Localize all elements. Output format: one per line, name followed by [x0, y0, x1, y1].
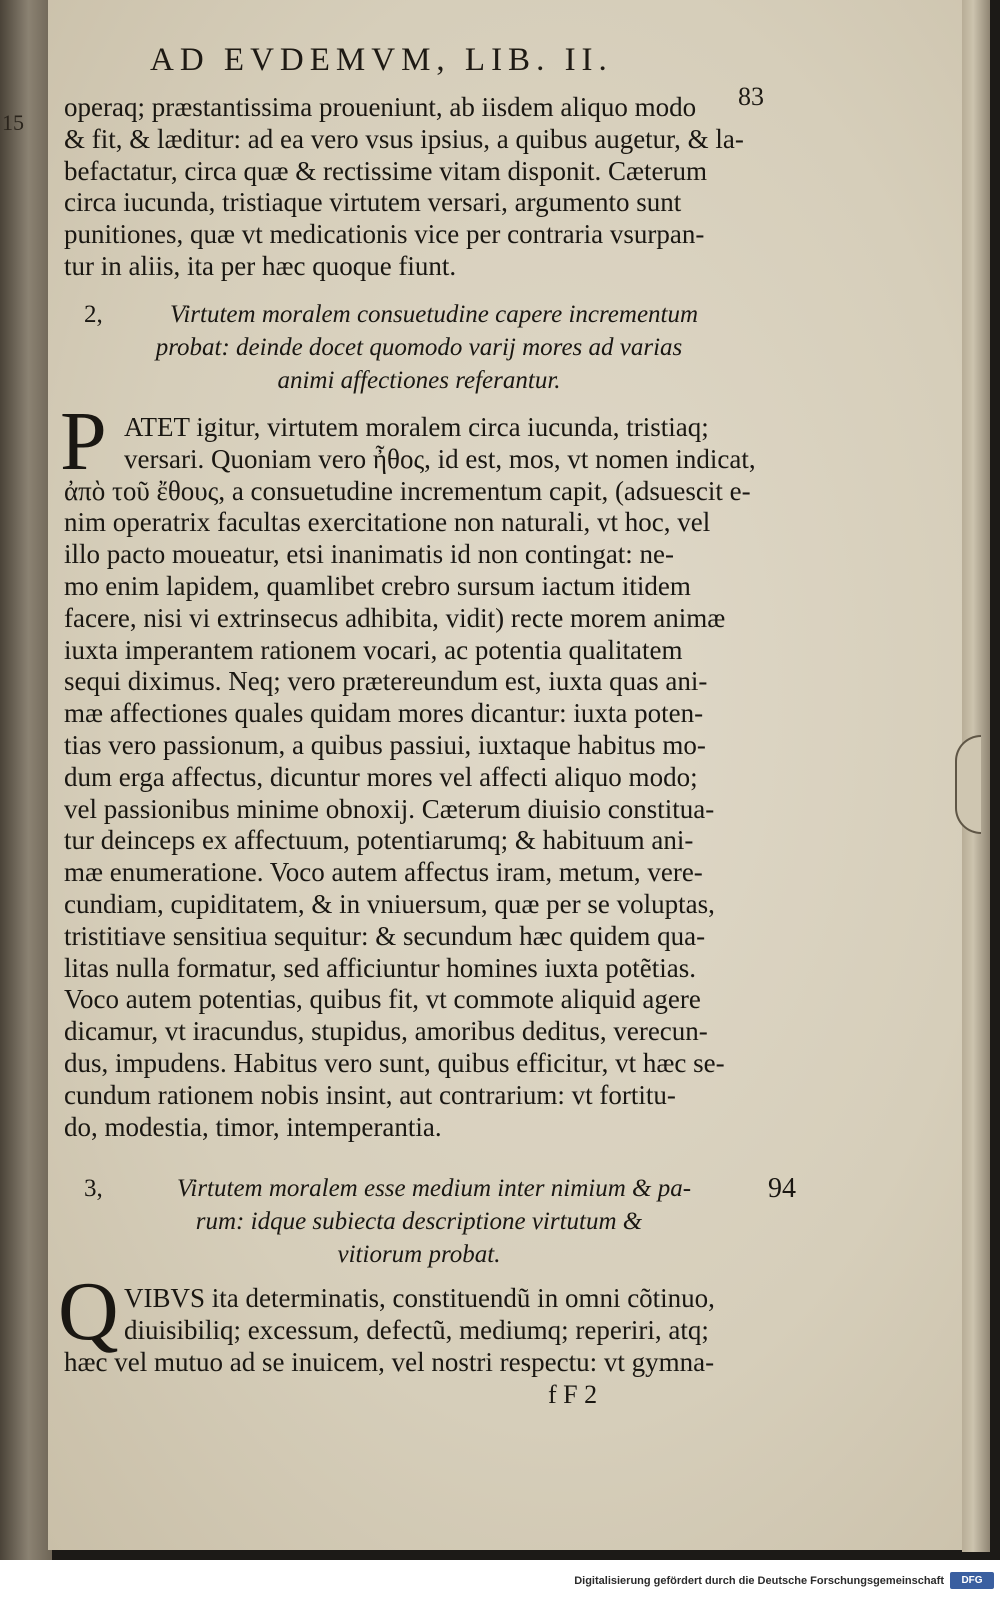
caption-line: vitiorum probat.: [337, 1241, 501, 1268]
text-line: iuxta imperantem rationem vocari, ac potentia qualitatem: [64, 634, 683, 665]
page-clip: [955, 735, 981, 834]
paragraph-2: [64, 412, 764, 1143]
text-line: & fit, & læditur: ad ea vero vsus ipsius, a quibus augetur, & la-: [64, 123, 744, 154]
text-line: dus, impudens. Habitus vero sunt, quibus efficitur, vt hæc se-: [64, 1047, 725, 1078]
text-line: tias vero passionum, a quibus passiui, iuxtaque habitus mo-: [64, 729, 706, 760]
text-line: vel passionibus minime obnoxij. Cæterum diuisio constitua-: [64, 793, 715, 824]
text-line: mæ enumeratione. Voco autem affectus iram, metum, vere-: [64, 857, 703, 888]
drop-capital: Q: [58, 1265, 119, 1358]
text-line: tur in aliis, ita per hæc quoque fiunt.: [64, 250, 457, 281]
text-line: cundiam, cupiditatem, & in vniuersum, quæ per se voluptas,: [64, 888, 715, 919]
caption-line: Virtutem moralem esse medium inter nimium & pa-: [176, 1175, 692, 1202]
text-line: facere, nisi vi extrinsecus adhibita, vidit) recte morem animæ: [64, 602, 726, 633]
text-line: illo pacto moueatur, etsi inanimatis id non contingat: ne-: [64, 539, 675, 570]
drop-capital: P: [60, 395, 107, 488]
section-number: 3,: [84, 1175, 103, 1202]
funding-credit: Digitalisierung gefördert durch die Deutsche Forschungsgemeinschaft: [574, 1575, 944, 1587]
caption-line: animi affectiones referantur.: [277, 367, 561, 394]
text-line: diuisibiliq; excessum, defectũ, mediumq; reperiri, atq;: [124, 1314, 709, 1345]
dfg-logo: DFG: [950, 1572, 994, 1589]
text-line: nim operatrix facultas exercitatione non naturali, vt hoc, vel: [64, 507, 711, 538]
section-number: 2,: [84, 301, 103, 328]
caption-line: rum: idque subiecta descriptione virtutum &: [195, 1208, 643, 1235]
text-line: operaq; præstantissima proueniunt, ab iisdem aliquo modo: [64, 92, 697, 122]
text-line: circa iucunda, tristiaque virtutem versari, argumento sunt: [64, 187, 682, 218]
text-line: ATET igitur, virtutem moralem circa iucunda, tristiaq;: [124, 412, 709, 442]
paragraph-3: [64, 1283, 764, 1378]
text-line: tur deinceps ex affectuum, potentiarumq; & habituum ani-: [64, 825, 694, 856]
text-line: cundum rationem nobis insint, aut contrarium: vt fortitu-: [64, 1079, 676, 1110]
signature-mark: f F 2: [548, 1380, 598, 1409]
text-line: dum erga affectus, dicuntur mores vel affecti aliquo modo;: [64, 761, 698, 792]
text-line: hæc vel mutuo ad se inuicem, vel nostri respectu: vt gymna-: [64, 1346, 715, 1377]
running-head: AD EVDEMVM, LIB. II.: [150, 42, 613, 78]
section-caption-2: [84, 298, 754, 397]
text-line: Voco autem potentias, quibus fit, vt commote aliquid agere: [64, 984, 701, 1015]
text-line: mo enim lapidem, quamlibet crebro sursum iactum itidem: [64, 570, 691, 601]
text-line: litas nulla formatur, sed afficiuntur homines iuxta potẽtias.: [64, 952, 697, 983]
text-line: tristitiave sensitiua sequitur: & secundum hæc quidem qua-: [64, 920, 706, 951]
caption-line: Virtutem moralem consuetudine capere incrementum: [169, 301, 699, 328]
text-line: befactatur, circa quæ & rectissime vitam disponit. Cæterum: [64, 155, 708, 186]
section-caption-3: [84, 1172, 754, 1271]
text-line: dicamur, vt iracundus, stupidus, amoribus deditus, verecun-: [64, 1016, 708, 1047]
text-line: sequi diximus. Neq; vero prætereundum est, iuxta quas ani-: [64, 666, 708, 697]
folio-number: 83: [738, 82, 764, 111]
paragraph-1: [64, 92, 764, 283]
text-line: do, modestia, timor, intemperantia.: [64, 1111, 442, 1142]
text-line: mæ affectiones quales quidam mores dicantur: iuxta poten-: [64, 698, 704, 729]
text-line: punitiones, quæ vt medicationis vice per contraria vsurpan-: [64, 219, 705, 250]
text-line: ἀπὸ τοῦ ἔθους, a consuetudine incrementum capit, (adsuescit e-: [64, 475, 751, 506]
facing-page-edge: [0, 0, 52, 1560]
marginal-number: 94: [768, 1173, 796, 1204]
caption-line: probat: deinde docet quomodo varij mores ad varias: [155, 334, 683, 361]
facing-page-number: 15: [2, 110, 24, 135]
text-line: versari. Quoniam vero ἦθος, id est, mos, vt nomen indicat,: [124, 443, 756, 474]
text-line: VIBVS ita determinatis, constituendũ in omni cõtinuo,: [124, 1283, 715, 1313]
